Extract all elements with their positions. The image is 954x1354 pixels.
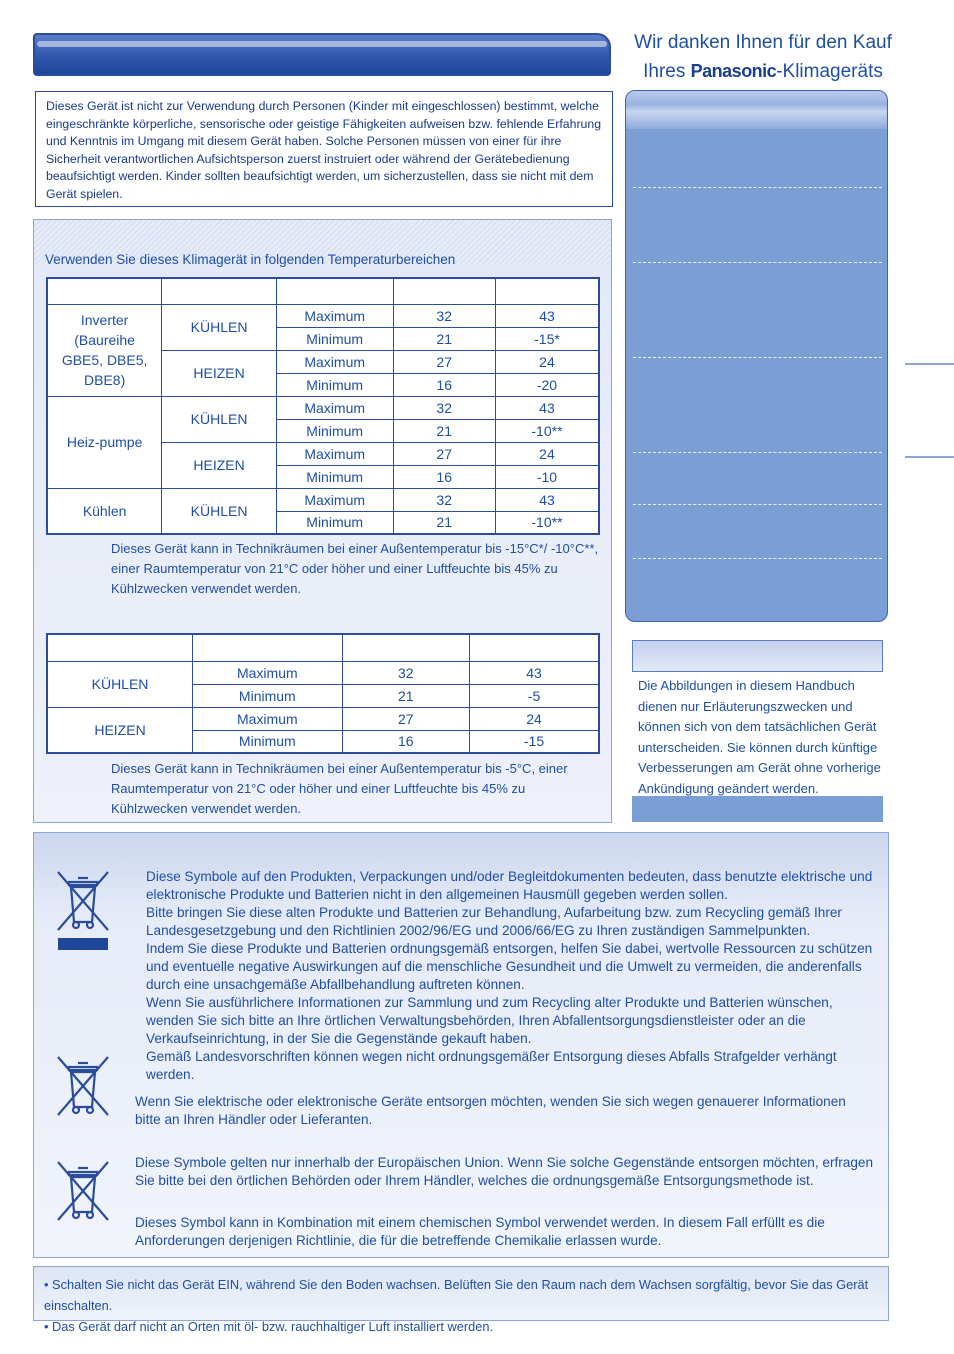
- weee-bin-icon-with-bar: [54, 868, 112, 952]
- notice-footer-strip: [632, 796, 883, 822]
- temperature-intro: Verwenden Sie dieses Klimagerät in folgenden Temperaturbereichen: [45, 252, 456, 267]
- bottom-note: • Das Gerät darf nicht an Orten mit öl- bzw. rauchhaltiger Luft installiert werden.: [44, 1319, 494, 1334]
- outdoor-cell: 24: [495, 442, 599, 465]
- disposal-paragraph: Gemäß Landesvorschriften können wegen nicht ordnungsgemäßer Entsorgung dieses Abfalls Strafgelder verhängt werden.: [146, 1049, 837, 1082]
- outdoor-cell: -20: [495, 373, 599, 396]
- table-row: [47, 488, 599, 511]
- outdoor-cell: 43: [470, 661, 599, 684]
- bottom-note: • Schalten Sie nicht das Gerät EIN, während Sie den Boden wachsen. Belüften Sie den Raum nach dem Wachsen sorgfältig, bevor Sie das Gerät einschalten.: [44, 1277, 869, 1313]
- table-header-row: [47, 278, 599, 304]
- indoor-cell: 32: [342, 661, 469, 684]
- level-cell: Maximum: [193, 661, 343, 684]
- level-cell: Minimum: [276, 465, 393, 488]
- outdoor-cell: -5: [470, 684, 599, 707]
- level-cell: Minimum: [276, 419, 393, 442]
- sidebar-divider: [633, 357, 882, 358]
- outdoor-cell: 43: [495, 396, 599, 419]
- table-header-row: [47, 634, 599, 661]
- indoor-cell: 21: [393, 419, 495, 442]
- table2-note: Dieses Gerät kann in Technikräumen bei einer Außentemperatur bis -5°C, einer Raumtemperatur von 21°C oder höher und einer Luftfeuchte bis 45% zu Kühlzwecken verwendet werden.: [111, 761, 568, 816]
- table-row: [47, 661, 599, 684]
- group-cell: Inverter (Baureihe GBE5, DBE5, DBE8): [47, 304, 162, 396]
- indoor-cell: 21: [393, 511, 495, 534]
- table1-note: Dieses Gerät kann in Technikräumen bei einer Außentemperatur bis -15°C*/ -10°C**, einer Raumtemperatur von 21°C oder höher und einer Luftfeuchte bis 45% zu Kühlzwecken verwendet werden.: [111, 541, 599, 596]
- mode-cell: KÜHLEN: [47, 661, 193, 707]
- indoor-cell: 32: [393, 304, 495, 327]
- outdoor-cell: -10**: [495, 511, 599, 534]
- notice-text: Die Abbildungen in diesem Handbuch dienen nur Erläuterungszwecken und können sich von dem tatsächlichen Gerät unterscheiden. Sie können durch künftige Verbesserungen am Gerät ohne vorherige Ankündigung geändert werden.: [638, 678, 881, 796]
- level-cell: Maximum: [276, 442, 393, 465]
- outdoor-cell: -10**: [495, 419, 599, 442]
- outdoor-cell: 24: [470, 707, 599, 730]
- disposal-paragraph: Wenn Sie ausführlichere Informationen zur Sammlung und zum Recycling alter Produkte und Batterien wünschen, wenden Sie sich bitte an Ihre örtlichen Verwaltungsbehörden, Ihren Abfallentsorgungsdienstleister oder an die Verkaufseinrichtung, in der Sie die Gegenstände gekauft haben.: [146, 995, 833, 1046]
- sidebar-divider: [633, 187, 882, 188]
- disposal-paragraph: Bitte bringen Sie diese alten Produkte und Batterien zur Behandlung, Aufarbeitung bzw. zum Recycling gemäß Ihrer Landesgesetzgebung und den Richtlinien 2002/96/EG und 2006/66/EG zu Ihren zuständigen Sammelpunkten.: [146, 905, 842, 938]
- sidebar-divider: [633, 452, 882, 453]
- mode-cell: KÜHLEN: [162, 488, 277, 534]
- table-row: [47, 707, 599, 730]
- sidebar-divider: [633, 262, 882, 263]
- mode-cell: HEIZEN: [47, 707, 193, 753]
- level-cell: Maximum: [276, 396, 393, 419]
- indoor-cell: 21: [393, 327, 495, 350]
- title-suffix: -Klimageräts: [776, 61, 883, 82]
- mode-cell: HEIZEN: [162, 350, 277, 396]
- notice-header-bar: [632, 640, 883, 672]
- mode-cell: KÜHLEN: [162, 304, 277, 350]
- table-row: [47, 304, 599, 327]
- level-cell: Minimum: [193, 684, 343, 707]
- title-line-2: [618, 57, 908, 86]
- indoor-cell: 16: [342, 730, 469, 753]
- mode-cell: KÜHLEN: [162, 396, 277, 442]
- indoor-cell: 21: [342, 684, 469, 707]
- page-edge-marker: [905, 363, 954, 365]
- weee-bin-icon: [54, 1053, 112, 1119]
- outdoor-cell: 43: [495, 304, 599, 327]
- disposal-main-text: [146, 868, 876, 1084]
- indoor-cell: 27: [342, 707, 469, 730]
- indoor-cell: 27: [393, 442, 495, 465]
- disposal-eu-text: Diese Symbole gelten nur innerhalb der Europäischen Union. Wenn Sie solche Gegenstände entsorgen möchten, erfragen Sie bitte bei den örtlichen Behörden oder Ihrem Händler, welches die ordnungsgemäße Entsorgungsmethode ist.: [135, 1155, 874, 1188]
- level-cell: Minimum: [193, 730, 343, 753]
- sidebar-header-band: [626, 91, 887, 129]
- level-cell: Minimum: [276, 327, 393, 350]
- mode-cell: HEIZEN: [162, 442, 277, 488]
- safety-warning-box: Dieses Gerät ist nicht zur Verwendung durch Personen (Kinder mit eingeschlossen) bestimmt, welche eingeschränkte körperliche, sensorische oder geistige Fähigkeiten aufweisen bzw. fehlende Erfahrung und Kenntnis im Umgang mit diesem Gerät haben. Solche Personen müssen von einer für ihre Sicherheit verantwortlichen Aufsichtsperson zuerst instruiert oder während der Gerätebedienung beaufsichtigt werden. Kinder sollten beaufsichtigt werden, um sicherzustellen, dass sie nicht mit dem Gerät spielen.: [35, 91, 613, 207]
- disposal-chemical-text: Dieses Symbol kann in Kombination mit einem chemischen Symbol verwendet werden. In diesem Fall erfüllt es die Anforderungen derjenigen Richtlinie, die für die betreffende Chemikalie erlassen wurde.: [135, 1215, 825, 1248]
- outdoor-cell: 24: [495, 350, 599, 373]
- sidebar-divider: [633, 558, 882, 559]
- bottom-notes-box: [33, 1266, 889, 1334]
- table-row: [47, 396, 599, 419]
- temperature-table-secondary: [46, 633, 600, 754]
- brand-logo: Panasonic: [690, 61, 777, 81]
- temperature-table-main: [46, 277, 600, 535]
- level-cell: Maximum: [276, 350, 393, 373]
- weee-bin-icon: [54, 1158, 112, 1224]
- disposal-business-text: Wenn Sie elektrische oder elektronische Geräte entsorgen möchten, wenden Sie sich wegen genauerer Informationen bitte an Ihren Händler oder Lieferanten.: [135, 1094, 846, 1127]
- level-cell: Maximum: [193, 707, 343, 730]
- indoor-cell: 32: [393, 488, 495, 511]
- level-cell: Maximum: [276, 304, 393, 327]
- indoor-cell: 16: [393, 373, 495, 396]
- indoor-cell: 16: [393, 465, 495, 488]
- level-cell: Minimum: [276, 511, 393, 534]
- group-cell: Kühlen: [47, 488, 162, 534]
- disposal-paragraph: Diese Symbole auf den Produkten, Verpackungen und/oder Begleitdokumenten bedeuten, dass benutzte elektrische und elektronische Produkte und Batterien nicht in den allgemeinen Hausmüll gegeben werden sollen.: [146, 869, 873, 902]
- contents-sidebar: [625, 90, 888, 622]
- indoor-cell: 32: [393, 396, 495, 419]
- outdoor-cell: -10: [495, 465, 599, 488]
- disposal-paragraph: Indem Sie diese Produkte und Batterien ordnungsgemäß entsorgen, helfen Sie dabei, wertvolle Ressourcen zu schützen und eventuelle negative Auswirkungen auf die menschliche Gesundheit und die Umwelt zu vermeiden, die anderenfalls durch eine unsachgemäße Abfallbehandlung auftreten können.: [146, 941, 873, 992]
- level-cell: Maximum: [276, 488, 393, 511]
- section-header-bar: [33, 33, 611, 76]
- indoor-cell: 27: [393, 350, 495, 373]
- level-cell: Minimum: [276, 373, 393, 396]
- sidebar-divider: [633, 504, 882, 505]
- outdoor-cell: 43: [495, 488, 599, 511]
- outdoor-cell: -15: [470, 730, 599, 753]
- title-line-1: Wir danken Ihnen für den Kauf: [634, 32, 892, 53]
- title-prefix: Ihres: [643, 61, 691, 82]
- page-title: [618, 28, 908, 86]
- group-cell: Heiz-pumpe: [47, 396, 162, 488]
- page-edge-marker: [905, 456, 954, 458]
- outdoor-cell: -15*: [495, 327, 599, 350]
